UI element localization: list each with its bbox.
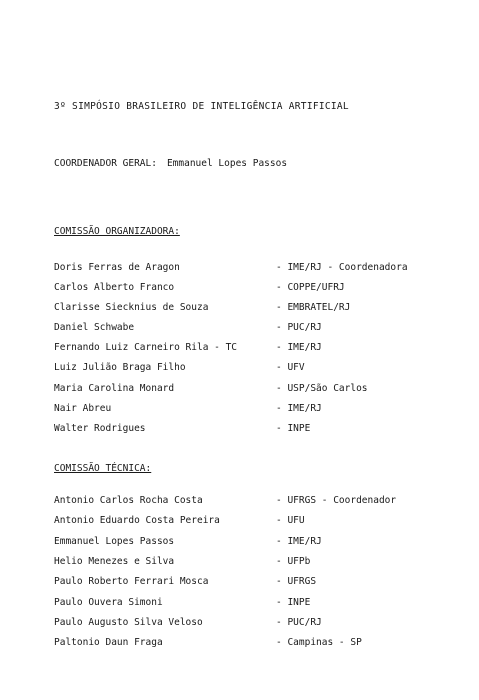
member-row xyxy=(54,556,464,570)
member-name: Maria Carolina Monard xyxy=(54,383,175,394)
member-name: Carlos Alberto Franco xyxy=(54,282,175,293)
member-affiliation: - IME/RJ xyxy=(276,342,322,353)
coordenador-name: Emmanuel Lopes Passos xyxy=(166,158,288,169)
member-affiliation: - EMBRATEL/RJ xyxy=(276,302,351,313)
member-affiliation: - UFU xyxy=(276,515,305,526)
member-affiliation: - Campinas - SP xyxy=(276,637,362,648)
member-name: Emmanuel Lopes Passos xyxy=(54,536,175,547)
member-name: Paltonio Daun Fraga xyxy=(54,637,163,648)
member-row xyxy=(54,495,464,509)
member-affiliation: - COPPE/UFRJ xyxy=(276,282,345,293)
member-affiliation: - IME/RJ xyxy=(276,536,322,547)
member-name: Walter Rodrigues xyxy=(54,423,146,434)
member-affiliation: - UFRGS - Coordenador xyxy=(276,495,397,506)
member-row xyxy=(54,403,464,417)
organizadora-heading: COMISSÃO ORGANIZADORA: xyxy=(54,226,180,237)
member-row xyxy=(54,322,464,336)
member-name: Paulo Roberto Ferrari Mosca xyxy=(54,576,209,587)
member-affiliation: - INPE xyxy=(276,597,311,608)
member-name: Nair Abreu xyxy=(54,403,112,414)
member-affiliation: - INPE xyxy=(276,423,311,434)
member-row xyxy=(54,576,464,590)
member-name: Daniel Schwabe xyxy=(54,322,135,333)
member-row xyxy=(54,637,464,651)
member-row xyxy=(54,282,464,296)
member-affiliation: - IME/RJ - Coordenadora xyxy=(276,262,408,273)
member-row xyxy=(54,342,464,356)
member-name: Helio Menezes e Silva xyxy=(54,556,175,567)
member-row xyxy=(54,536,464,550)
member-affiliation: - UFV xyxy=(276,362,305,373)
member-affiliation: - PUC/RJ xyxy=(276,617,322,628)
tecnica-heading: COMISSÃO TÉCNICA: xyxy=(54,463,152,474)
member-row xyxy=(54,302,464,316)
member-row xyxy=(54,423,464,437)
member-name: Clarisse Siecknius de Souza xyxy=(54,302,209,313)
member-row xyxy=(54,515,464,529)
member-name: Doris Ferras de Aragon xyxy=(54,262,180,273)
member-affiliation: - UFPb xyxy=(276,556,311,567)
coordenador-label: COORDENADOR GERAL: xyxy=(54,158,157,169)
document-title: 3º SIMPÓSIO BRASILEIRO DE INTELIGÊNCIA ARTIFICIAL xyxy=(54,101,349,112)
member-row xyxy=(54,617,464,631)
member-name: Antonio Eduardo Costa Pereira xyxy=(54,515,220,526)
member-name: Antonio Carlos Rocha Costa xyxy=(54,495,203,506)
member-name: Paulo Ouvera Simoni xyxy=(54,597,163,608)
member-affiliation: - UFRGS xyxy=(276,576,317,587)
member-row xyxy=(54,362,464,376)
member-name: Luiz Julião Braga Filho xyxy=(54,362,186,373)
member-affiliation: - IME/RJ xyxy=(276,403,322,414)
member-name: Paulo Augusto Silva Veloso xyxy=(54,617,203,628)
member-affiliation: - PUC/RJ xyxy=(276,322,322,333)
member-affiliation: - USP/São Carlos xyxy=(276,383,368,394)
coordenador-line xyxy=(54,158,287,169)
member-row xyxy=(54,383,464,397)
member-row xyxy=(54,597,464,611)
member-row xyxy=(54,262,464,276)
member-name: Fernando Luiz Carneiro Rila - TC xyxy=(54,342,238,353)
